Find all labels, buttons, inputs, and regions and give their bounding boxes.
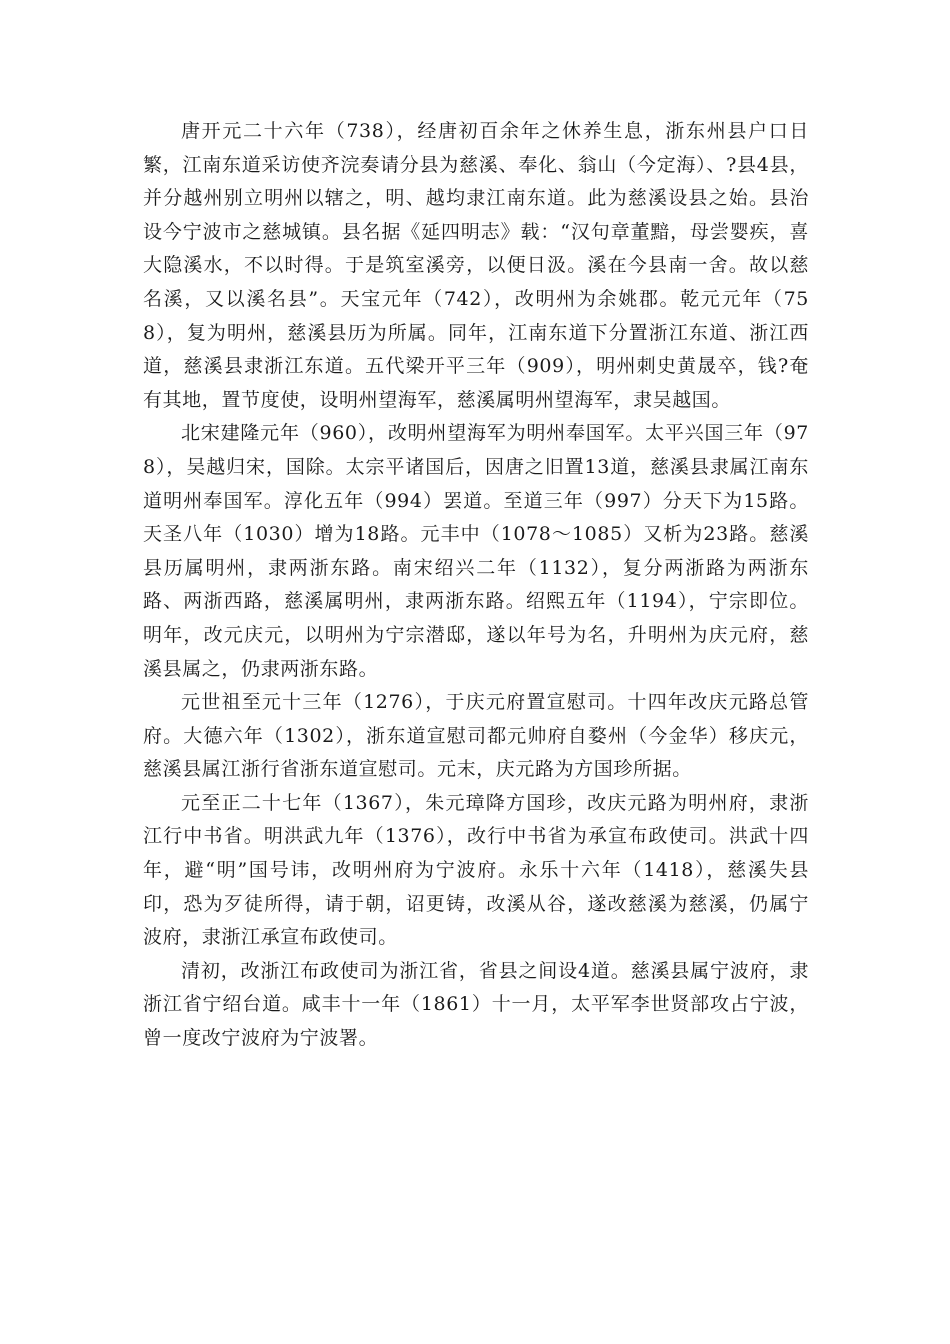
paragraph-yuan: 元世祖至元十三年（1276），于庆元府置宣慰司。十四年改庆元路总管府。大德六年（1302），浙东道宣慰司都元帅府自婺州（今金华）移庆元，慈溪县属江浙行省浙东道宣慰司。元末，庆元路为方国珍所据。	[143, 691, 809, 781]
paragraph-qing: 清初，改浙江布政使司为浙江省，省县之间设4道。慈溪县属宁波府，隶浙江省宁绍台道。咸丰十一年（1861）十一月，太平军李世贤部攻占宁波，曾一度改宁波府为宁波署。	[143, 959, 809, 1050]
paragraph-tang: 唐开元二十六年（738），经唐初百余年之休养生息，浙东州县户口日繁，江南东道采访使齐浣奏请分县为慈溪、奉化、翁山（今定海）、?县4县，并分越州别立明州以辖之，明、越均隶江南东道。此为慈溪设县之始。县治设今宁波市之慈城镇。县名据《延四明志》载：“汉句章董黯，母尝婴疾，喜大隐溪水，不以时得。于是筑室溪旁，以便日汲。溪在今县南一舍。故以慈名溪，又以溪名县”。天宝元年（742），改明州为余姚郡。乾元元年（758），复为明州，慈溪县历为所属。同年，江南东道下分置浙江东道、浙江西道，慈溪县隶浙江东道。五代梁开平三年（909），明州刺史黄晟卒，钱?奄有其地，置节度使，设明州望海军，慈溪属明州望海军，隶吴越国。	[143, 120, 809, 411]
paragraph-ming: 元至正二十七年（1367），朱元璋降方国珍，改庆元路为明州府，隶浙江行中书省。明洪武九年（1376），改行中书省为承宣布政使司。洪武十四年，避“明”国号讳，改明州府为宁波府。永乐十六年（1418），慈溪失县印，恐为歹徒所得，请于朝，诏更铸，改溪从谷，遂改慈溪为慈溪，仍属宁波府，隶浙江承宣布政使司。	[143, 791, 809, 949]
paragraph-song: 北宋建隆元年（960），改明州望海军为明州奉国军。太平兴国三年（978），吴越归宋，国除。太宗平诸国后，因唐之旧置13道，慈溪县隶属江南东道明州奉国军。淳化五年（994）罢道。至道三年（997）分天下为15路。天圣八年（1030）增为18路。元丰中（1078～1085）又析为23路。慈溪县历属明州，隶两浙东路。南宋绍兴二年（1132），复分两浙路为两浙东路、两浙西路，慈溪属明州，隶两浙东路。绍熙五年（1194），宁宗即位。明年，改元庆元，以明州为宁宗潜邸，遂以年号为名，升明州为庆元府，慈溪县属之，仍隶两浙东路。	[143, 422, 809, 680]
document-body	[143, 115, 809, 1056]
